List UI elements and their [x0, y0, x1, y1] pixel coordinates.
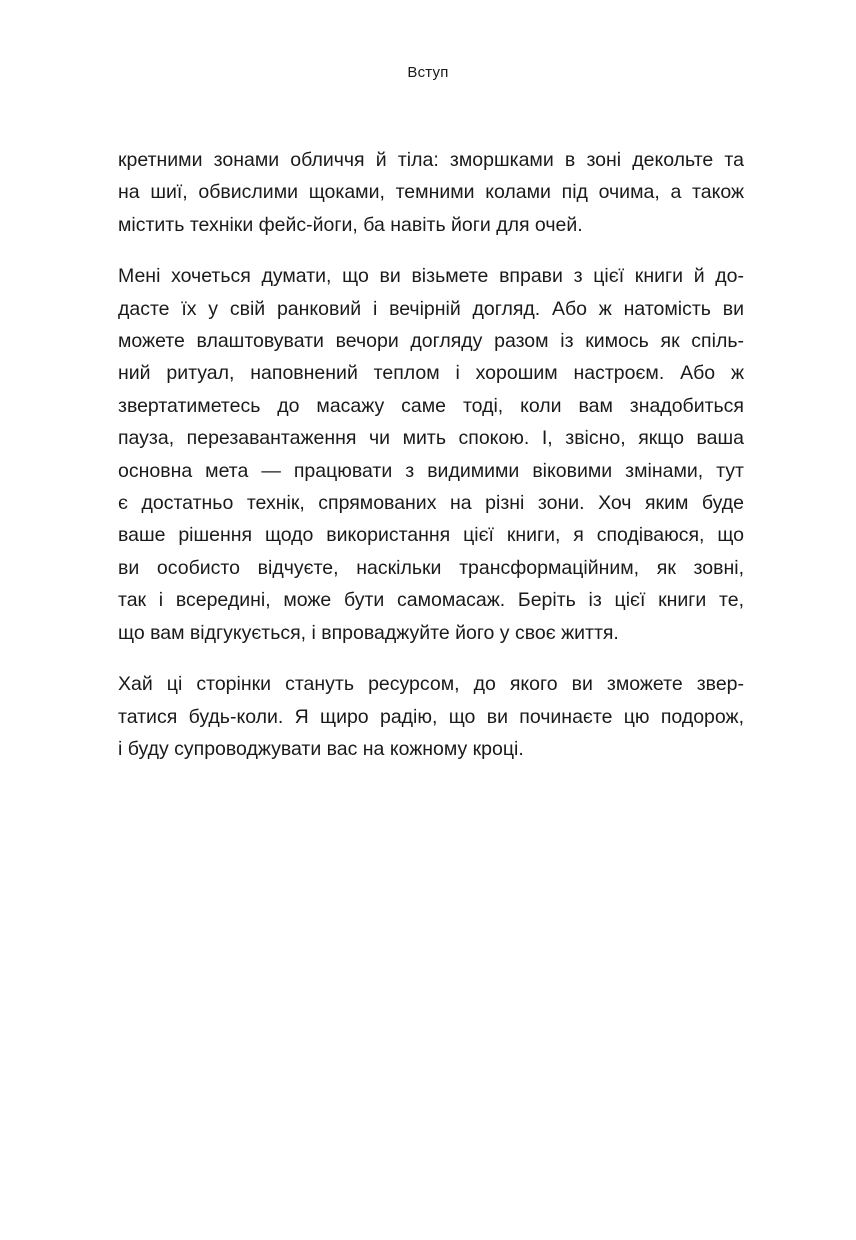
- running-header-title: Вступ: [407, 64, 449, 81]
- paragraph-line: основна мета — працювати з видимими віковими змінами, тут: [118, 459, 744, 482]
- paragraph-line: ваше рішення щодо використання цієї книги, я сподіваюся, що: [118, 524, 744, 547]
- paragraph-line: ний ритуал, наповнений теплом і хорошим настроєм. Або ж: [118, 362, 744, 385]
- paragraph-line: можете влаштовувати вечори догляду разом із кимось як спіль-: [118, 330, 744, 353]
- paragraph-line: є достатньо технік, спрямованих на різні зони. Хоч яким буде: [118, 492, 744, 515]
- paragraph-line: дасте їх у свій ранковий і вечірній догляд. Або ж натомість ви: [118, 297, 744, 320]
- paragraph-2: [118, 260, 744, 649]
- paragraph-line: містить техніки фейс-йоги, ба навіть йоги для очей.: [118, 213, 583, 236]
- paragraph-line: ви особисто відчуєте, наскільки трансформаційним, як зовні,: [118, 556, 744, 579]
- paragraph-line: на шиї, обвислими щоками, темними колами під очима, а також: [118, 181, 744, 204]
- paragraph-line: так і всередині, може бути самомасаж. Беріть із цієї книги те,: [118, 589, 744, 612]
- paragraph-line: звертатиметесь до масажу саме тоді, коли вам знадобиться: [118, 394, 744, 417]
- paragraph-line: кретними зонами обличчя й тіла: зморшками в зоні декольте та: [118, 149, 744, 171]
- paragraph-line: і буду супроводжувати вас на кожному кроці.: [118, 737, 524, 760]
- paragraph-1: [118, 144, 744, 241]
- body-text: [118, 144, 744, 765]
- paragraph-line: що вам відгукується, і впроваджуйте його у своє життя.: [118, 621, 619, 644]
- paragraph-line: Хай ці сторінки стануть ресурсом, до якого ви зможете звер-: [118, 673, 744, 696]
- paragraph-line: татися будь-коли. Я щиро радію, що ви починаєте цю подорож,: [118, 705, 744, 728]
- paragraph-line: пауза, перезавантаження чи мить спокою. І, звісно, якщо ваша: [118, 427, 744, 450]
- paragraph-line: Мені хочеться думати, що ви візьмете вправи з цієї книги й до-: [118, 265, 744, 288]
- paragraph-3: [118, 668, 744, 765]
